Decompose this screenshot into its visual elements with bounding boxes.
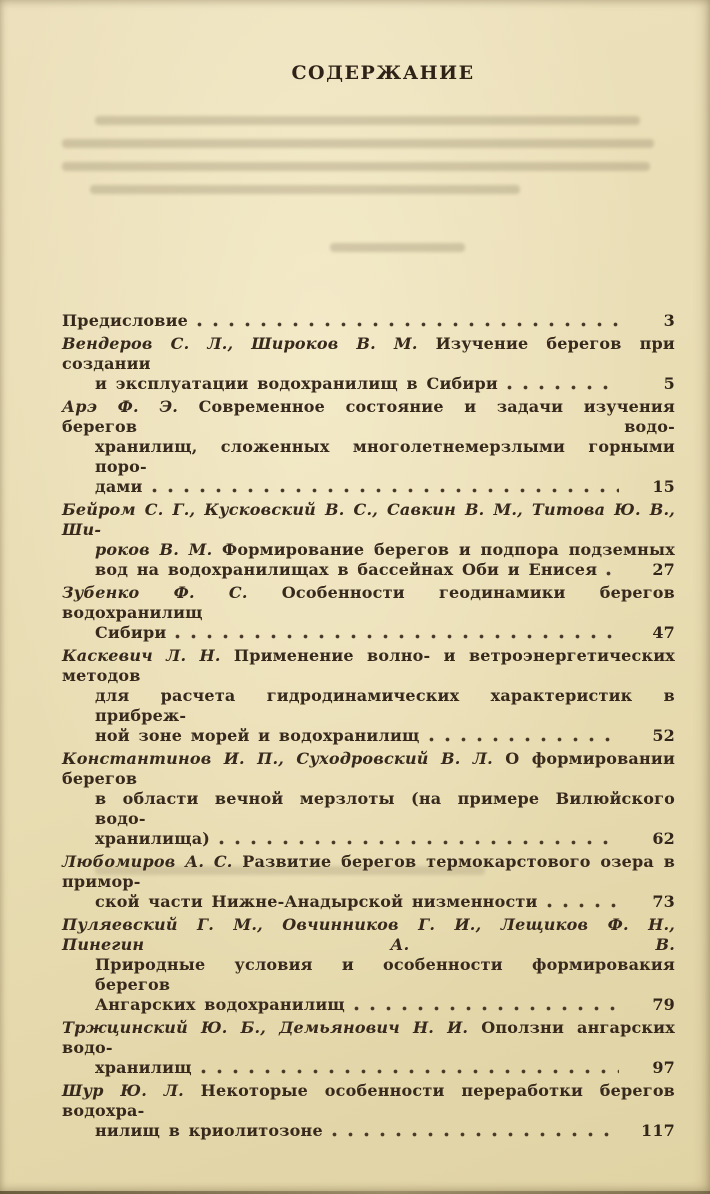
page-number: 52	[652, 726, 675, 745]
entry-title-text: Предисловие	[62, 311, 189, 330]
toc-line	[95, 686, 675, 726]
page-number: 27	[652, 560, 675, 579]
entry-title-text: для расчета гидродинамических характеристик в прибреж-	[95, 686, 675, 725]
entry-title-text: в области вечной мерзлоты (на примере Вилюйского водо-	[95, 789, 675, 828]
toc-entry	[62, 852, 675, 912]
entry-title-text: дами	[95, 477, 143, 496]
entry-title-text: Особенности геодинамики берегов водохранилищ	[62, 583, 675, 622]
page-number: 97	[652, 1058, 675, 1077]
page-number: 47	[652, 623, 675, 642]
toc-entry	[62, 646, 675, 746]
entry-title-text: Применение волно- и ветроэнергетических методов	[62, 646, 676, 685]
page-number: 79	[652, 995, 675, 1014]
entry-title-text: Сибири	[95, 623, 167, 642]
entry-title-text: вод на водохранилищах в бассейнах Оби и Енисея	[95, 560, 598, 579]
toc-line	[95, 560, 675, 580]
toc-line	[62, 1081, 675, 1121]
page-number: 62	[652, 829, 675, 848]
toc-line	[62, 397, 675, 437]
toc-entry	[62, 749, 675, 849]
dot-leader	[606, 571, 619, 576]
toc-line	[62, 646, 675, 686]
dot-leader	[354, 1006, 619, 1011]
toc-line-text	[95, 477, 143, 497]
dot-leader	[219, 840, 619, 845]
toc-line-text	[95, 623, 166, 643]
toc-entry	[62, 1018, 675, 1078]
bleedthrough-line	[95, 116, 640, 125]
toc-line	[95, 437, 675, 477]
toc-entry	[62, 583, 675, 643]
dot-leader	[201, 1069, 619, 1074]
author-names: Каскевич Л. Н.	[62, 646, 221, 665]
toc-line	[95, 623, 675, 643]
toc-line	[95, 955, 675, 995]
page-number: 15	[652, 477, 675, 496]
toc-entry	[62, 500, 675, 580]
entry-title-text: Природные условия и особенности формировакия берегов	[95, 955, 675, 994]
toc-line	[95, 477, 675, 497]
toc-line	[95, 1121, 675, 1141]
entry-title-text: Изучение берегов при создании	[62, 334, 675, 373]
table-of-contents	[62, 311, 675, 1144]
toc-line	[95, 726, 675, 746]
toc-line	[62, 749, 675, 789]
entry-title-text: Формирование берегов и подпора подземных	[212, 540, 675, 559]
entry-title-text: Современное состояние и задачи изучения берегов водо-	[62, 397, 675, 436]
page-title: СОДЕРЖАНИЕ	[291, 62, 475, 84]
toc-line-text	[95, 892, 538, 912]
toc-line-text	[95, 1058, 192, 1078]
entry-title-text: Оползни ангарских водо-	[62, 1018, 675, 1057]
author-names: Константинов И. П., Суходровский В. Л.	[62, 749, 493, 768]
toc-line	[62, 915, 675, 955]
entry-title-text: Развитие берегов термокарстового озера в примор-	[62, 852, 676, 891]
toc-line	[62, 334, 675, 374]
toc-line	[62, 852, 675, 892]
toc-line	[95, 374, 675, 394]
author-names: Тржцинский Ю. Б., Демьянович Н. И.	[62, 1018, 469, 1037]
toc-line	[95, 892, 675, 912]
toc-line-text	[95, 995, 345, 1015]
entry-title-text: О формировании берегов	[62, 749, 676, 788]
toc-line-text	[95, 1121, 323, 1141]
entry-title-text: хранилищ, сложенных многолетнемерзлыми горными поро-	[95, 437, 675, 476]
toc-line-text	[95, 726, 420, 746]
dot-leader	[152, 488, 619, 493]
page-number: 117	[641, 1121, 675, 1140]
toc-line	[62, 1018, 675, 1058]
dot-leader	[429, 737, 619, 742]
author-names: Арэ Ф. Э.	[62, 397, 179, 416]
entry-title-text: ной зоне морей и водохранилищ	[95, 726, 420, 745]
entry-title-text: Некоторые особенности переработки берегов водохра-	[62, 1081, 676, 1120]
dot-leader	[507, 385, 619, 390]
toc-line-text	[95, 374, 498, 394]
bleedthrough-line	[62, 162, 650, 171]
toc-entry	[62, 311, 675, 331]
bleedthrough-line	[90, 185, 520, 194]
entry-title-text: хранилищ	[95, 1058, 192, 1077]
toc-entry	[62, 334, 675, 394]
page-number: 3	[663, 311, 675, 330]
toc-line	[62, 311, 675, 331]
entry-title-text: хранилища)	[95, 829, 211, 848]
author-names: Любомиров А. С.	[62, 852, 233, 871]
dot-leader	[332, 1132, 619, 1137]
author-names: Зубенко Ф. С.	[62, 583, 248, 602]
dot-leader	[197, 322, 619, 327]
page-number: 73	[652, 892, 675, 911]
bleedthrough-line	[330, 243, 465, 252]
entry-title-text: Ангарских водохранилищ	[95, 995, 345, 1014]
entry-title-text: ской части Нижне-Анадырской низменности	[95, 892, 538, 911]
author-names: роков В. М.	[95, 540, 213, 559]
toc-entry	[62, 915, 675, 1015]
toc-line	[95, 789, 675, 829]
toc-line	[62, 583, 675, 623]
entry-title-text: и эксплуатации водохранилищ в Сибири	[95, 374, 498, 393]
toc-line	[95, 829, 675, 849]
bleedthrough-line	[62, 139, 654, 148]
dot-leader	[175, 634, 619, 639]
toc-line	[95, 1058, 675, 1078]
dot-leader	[547, 903, 619, 908]
author-names: Бейром С. Г., Кусковский В. С., Савкин В. М., Титова Ю. В., Ши-	[62, 500, 675, 539]
toc-line	[95, 540, 675, 560]
toc-line-text	[95, 560, 597, 580]
toc-line-text	[95, 829, 210, 849]
page-number: 5	[663, 374, 675, 393]
entry-title-text: нилищ в криолитозоне	[95, 1121, 323, 1140]
toc-line	[62, 500, 675, 540]
author-names: Пуляевский Г. М., Овчинников Г. И., Лещиков Ф. Н., Пинегин А. В.	[62, 915, 675, 954]
toc-line-text	[62, 311, 188, 331]
toc-entry	[62, 1081, 675, 1141]
author-names: Шур Ю. Л.	[62, 1081, 184, 1100]
toc-line	[95, 995, 675, 1015]
toc-entry	[62, 397, 675, 497]
author-names: Вендеров С. Л., Широков В. М.	[62, 334, 418, 353]
